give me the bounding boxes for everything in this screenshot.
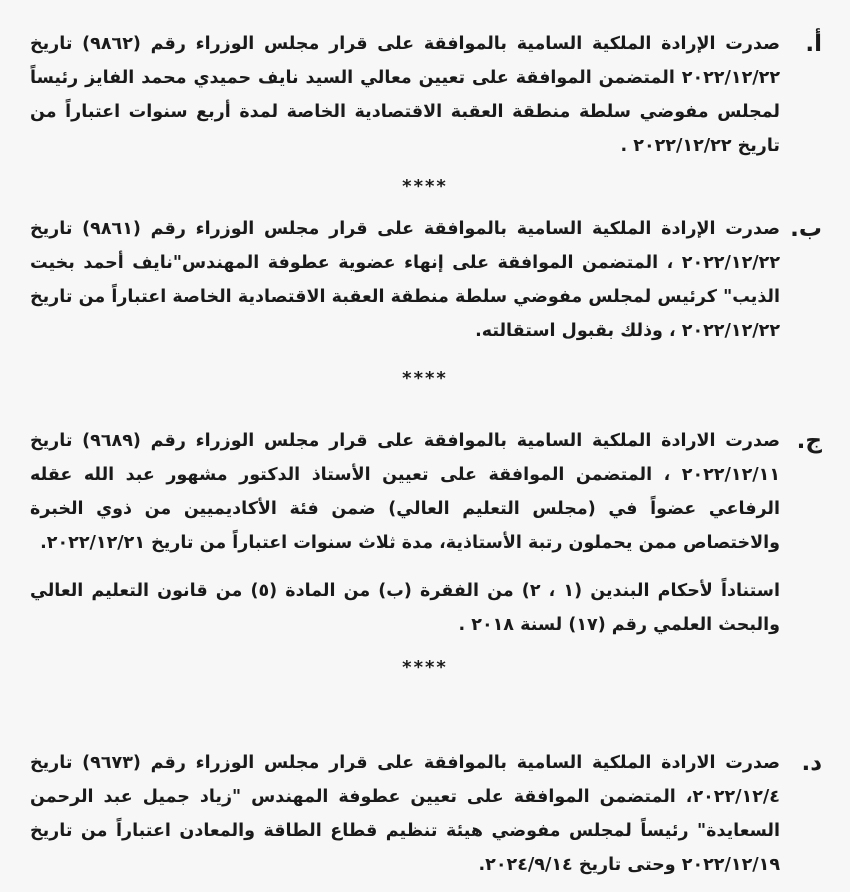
decree-item-c	[30, 424, 822, 642]
separator: ****	[402, 657, 448, 678]
item-text-legal-basis: استناداً لأحكام البندين (١ ، ٢) من الفقرة (ب) من المادة (٥) من قانون التعليم العالي والبحث العلمي رقم (١٧) لسنة ٢٠١٨ .	[30, 581, 781, 635]
separator: ****	[402, 368, 448, 389]
item-text: صدرت الإرادة الملكية السامية بالموافقة على قرار مجلس الوزراء رقم (٩٨٦٢) تاريخ ٢٠٢٢/١٢/٢٢ المتضمن الموافقة على تعيين معالي السيد نايف حميدي محمد الفايز رئيساً لمجلس مفوضي سلطة منطقة العقبة الاقتصادية الخاصة لمدة أربع سنوات اعتباراً من تاريخ ٢٠٢٢/١٢/٢٢ .	[30, 34, 780, 156]
decree-item-d	[30, 746, 822, 882]
item-letter: د.	[801, 750, 822, 776]
item-letter: ب.	[790, 216, 822, 242]
item-text: صدرت الارادة الملكية السامية بالموافقة على قرار مجلس الوزراء رقم (٩٦٧٣) تاريخ ٢٠٢٢/١٢/٤، المتضمن الموافقة على تعيين عطوفة المهندس "زياد جميل عبد الرحمن السعايدة" رئيساً لمجلس مفوضي هيئة تنظيم قطاع الطاقة والمعادن اعتباراً من تاريخ ٢٠٢٢/١٢/١٩ وحتى تاريخ ٢٠٢٤/٩/١٤.	[30, 753, 780, 875]
separator: ****	[402, 176, 448, 197]
item-letter: أ.	[805, 31, 822, 57]
item-letter: ج.	[796, 428, 822, 454]
item-text: صدرت الارادة الملكية السامية بالموافقة على قرار مجلس الوزراء رقم (٩٦٨٩) تاريخ ٢٠٢٢/١٢/١١ ، المتضمن الموافقة على تعيين الأستاذ الدكتور مشهور عبد الله عقله الرفاعي عضواً في (مجلس التعليم العالي) ضمن فئة الأكاديميين من ذوي الخبرة والاختصاص ممن يحملون رتبة الأستاذية، مدة ثلاث سنوات اعتباراً من تاريخ ٢٠٢٢/١٢/٢١.	[30, 431, 780, 553]
decree-item-a	[30, 27, 822, 163]
decree-item-b	[30, 212, 822, 348]
item-text: صدرت الإرادة الملكية السامية بالموافقة على قرار مجلس الوزراء رقم (٩٨٦١) تاريخ ٢٠٢٢/١٢/٢٢ ، المتضمن الموافقة على إنهاء عضوية عطوفة المهندس"نايف أحمد بخيت الذيب" كرئيس لمجلس مفوضي سلطة منطقة العقبة الاقتصادية الخاصة اعتباراً من تاريخ ٢٠٢٢/١٢/٢٢ ، وذلك بقبول استقالته.	[30, 219, 780, 341]
